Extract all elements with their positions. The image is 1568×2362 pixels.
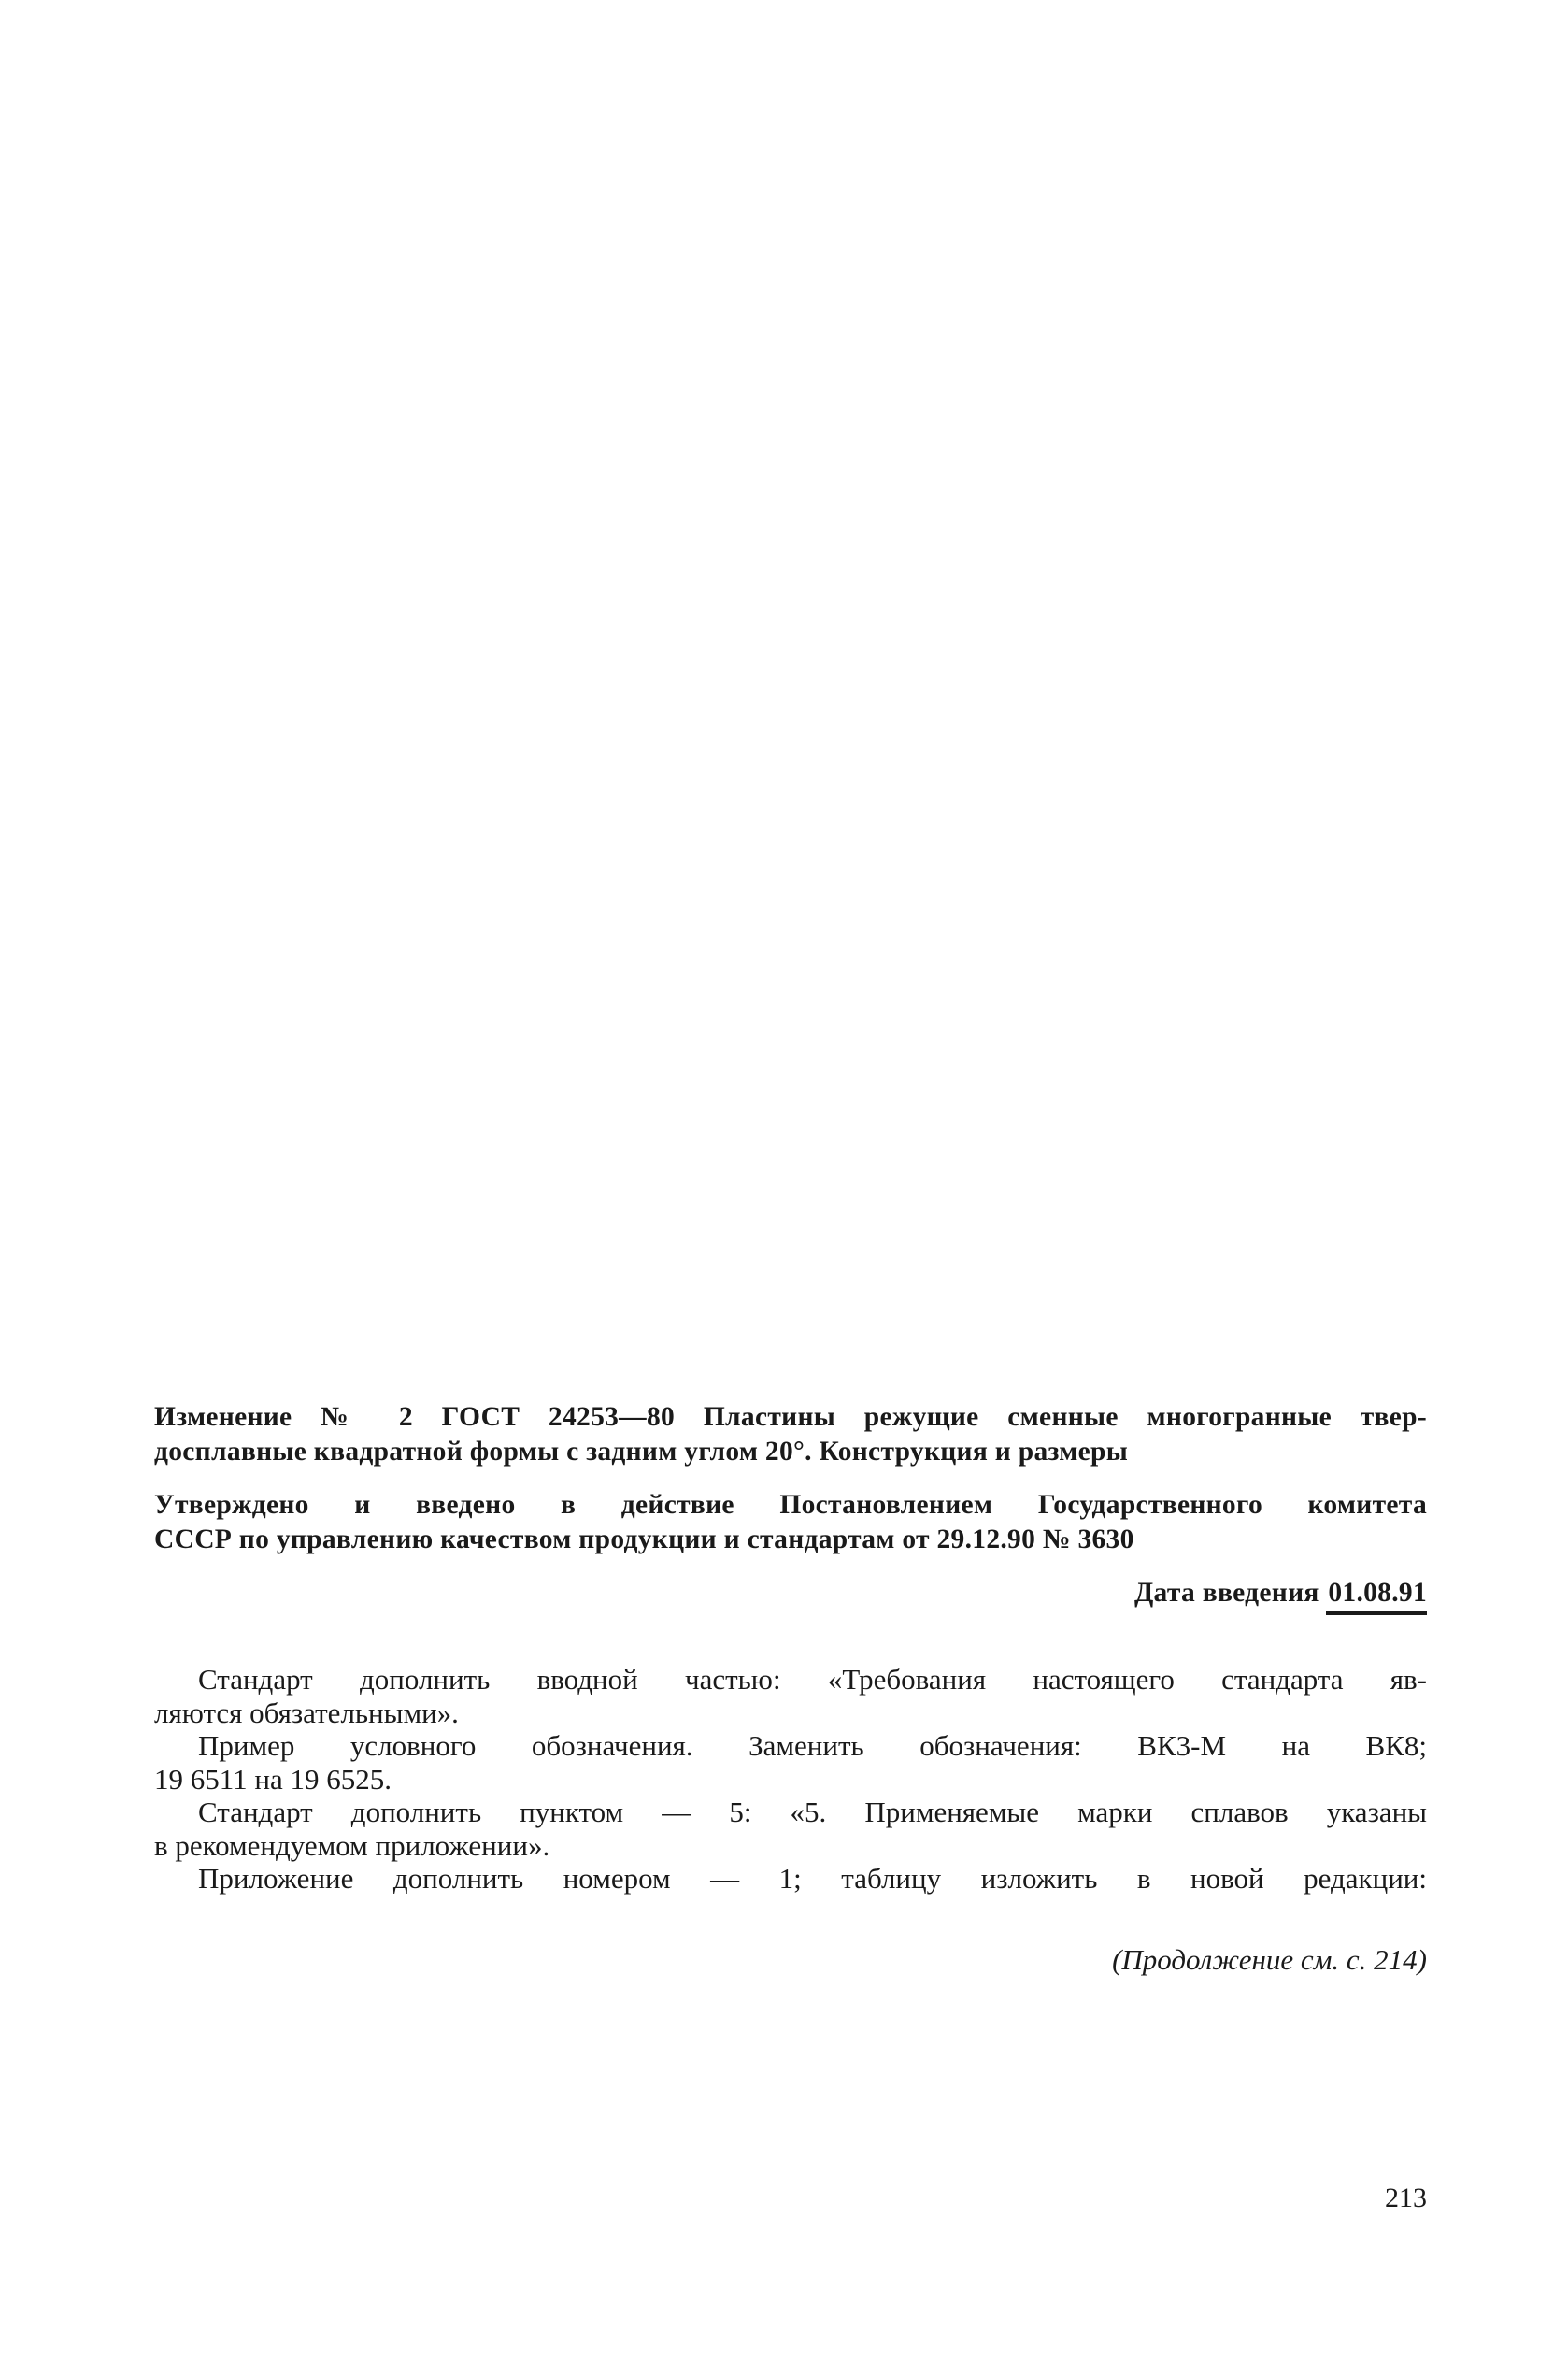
title-line-1: Изменение № 2 ГОСТ 24253—80 Пластины режущие сменные многогранные твер- [154, 1402, 1427, 1432]
paragraph-item-5 [154, 1796, 1427, 1862]
amendment-title [154, 1400, 1427, 1469]
introduction-date-label: Дата введения [1133, 1578, 1319, 1608]
paragraph-appendix [154, 1862, 1427, 1896]
paragraph-line: Приложение дополнить номером — 1; таблицу изложить в новой редакции: [198, 1862, 1427, 1895]
approval-line-1: Утверждено и введено в действие Постановлением Государственного комитета [154, 1490, 1427, 1520]
paragraph-line: Стандарт дополнить вводной частью: «Требования настоящего стандарта яв- [198, 1663, 1427, 1696]
paragraph-line: Пример условного обозначения. Заменить обозначения: ВК3-М на ВК8; [198, 1729, 1427, 1762]
paragraph-mandatory [154, 1663, 1427, 1729]
title-line-2: досплавные квадратной формы с задним углом 20°. Конструкция и размеры [154, 1437, 1129, 1467]
paragraph-line: ляются обязательными». [154, 1696, 459, 1729]
introduction-date-value: 01.08.91 [1326, 1578, 1427, 1615]
page-number: 213 [1385, 2183, 1427, 2213]
approval-statement [154, 1488, 1427, 1557]
paragraph-line: 19 6511 на 19 6525. [154, 1762, 392, 1796]
paragraph-line: Стандарт дополнить пунктом — 5: «5. Применяемые марки сплавов указаны [198, 1796, 1427, 1828]
introduction-date [1134, 1576, 1427, 1610]
continuation-note: (Продолжение см. с. 214) [1112, 1943, 1427, 1976]
paragraph-line: в рекомендуемом приложении». [154, 1828, 550, 1862]
amendment-body [154, 1663, 1427, 1896]
paragraph-designation [154, 1729, 1427, 1796]
approval-line-2: СССР по управлению качеством продукции и стандартам от 29.12.90 № 3630 [154, 1525, 1134, 1554]
